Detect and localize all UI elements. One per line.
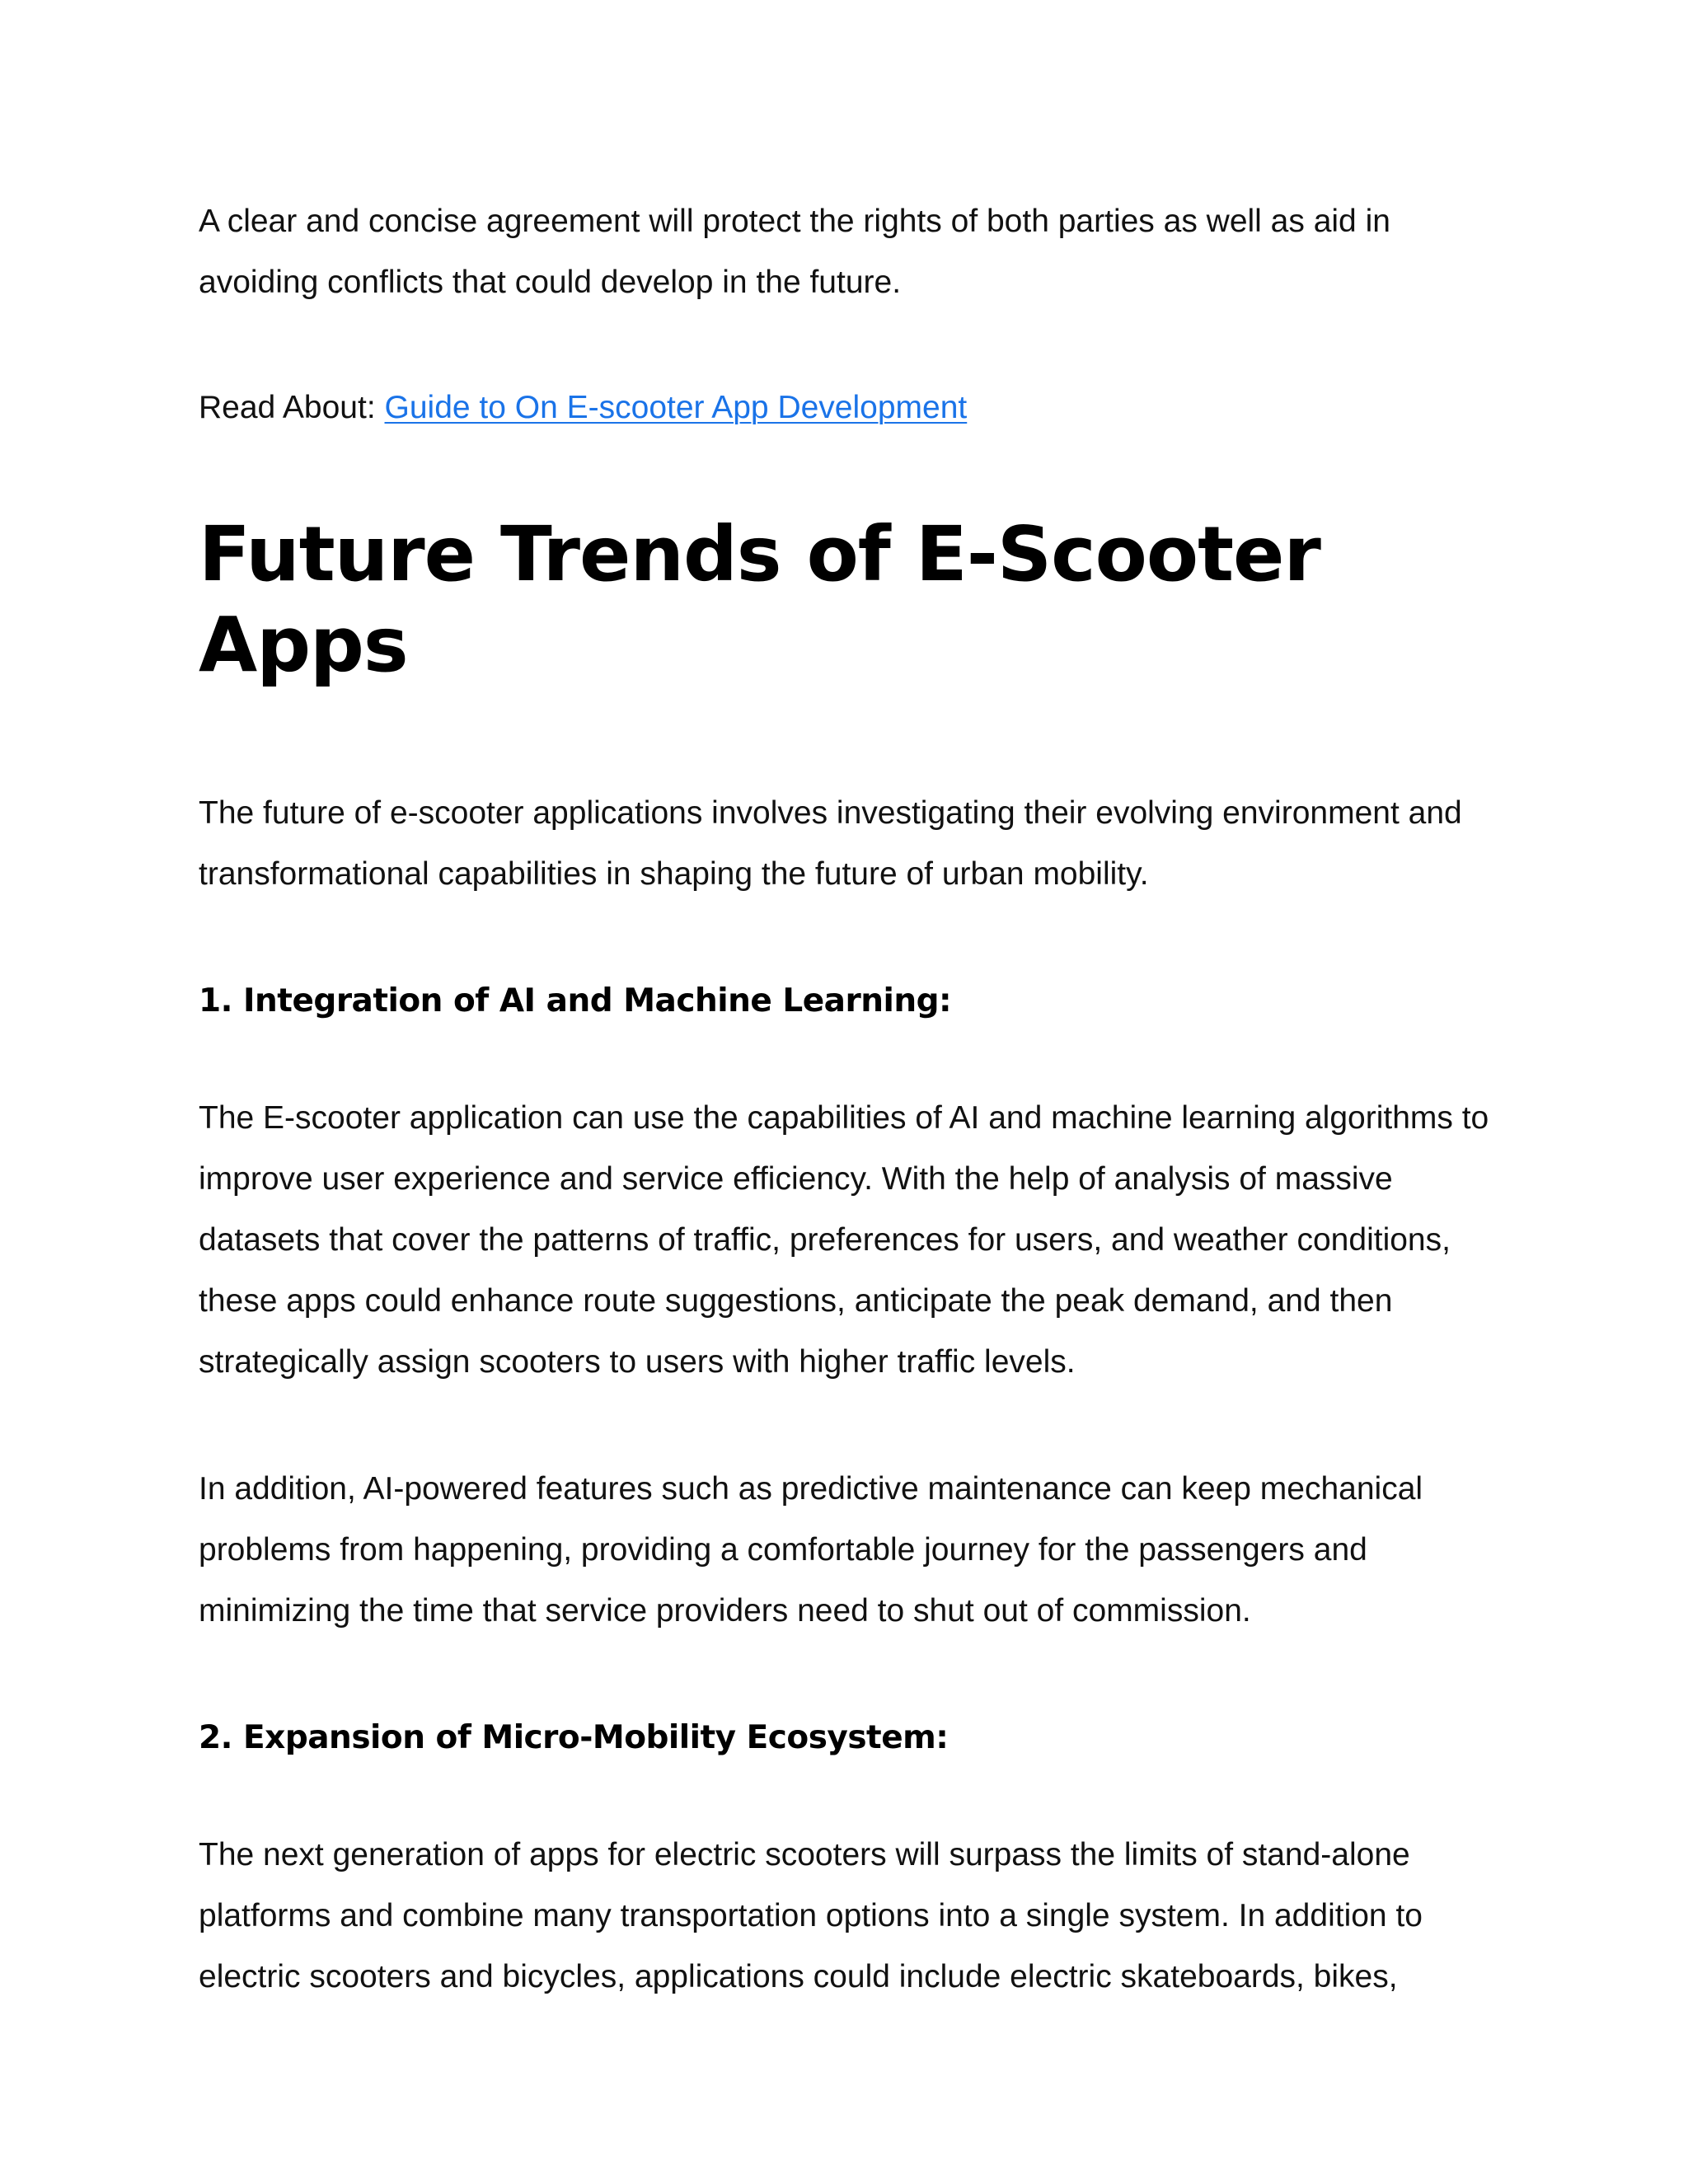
read-about-line	[199, 377, 1501, 438]
section-2-paragraph-1: The next generation of apps for electric scooters will surpass the limits of stand-alone platforms and combine many transportation options into a single system. In addition to electric scooters and bicycles, applications could include electric skateboards, bikes,	[199, 1837, 1423, 1994]
future-paragraph: The future of e-scooter applications involves investigating their evolving environment and transformational capabilities in shaping the future of urban mobility.	[199, 795, 1462, 892]
section-2-heading: 2. Expansion of Micro-Mobility Ecosystem:	[199, 1719, 949, 1756]
section-1-heading: 1. Integration of AI and Machine Learning:	[199, 982, 952, 1019]
read-about-prefix: Read About:	[199, 390, 385, 425]
page-title: Future Trends of E-Scooter Apps	[199, 510, 1320, 689]
document-content	[199, 191, 1501, 2008]
guide-link[interactable]: Guide to On E-scooter App Development	[384, 390, 968, 425]
intro-paragraph: A clear and concise agreement will protect the rights of both parties as well as aid in avoiding conflicts that could develop in the future.	[199, 204, 1390, 300]
section-1-paragraph-2: In addition, AI-powered features such as predictive maintenance can keep mechanical problems from happening, providing a comfortable journey for the passengers and minimizing the time that service providers need to shut out of commission.	[199, 1471, 1423, 1629]
section-1-paragraph-1: The E-scooter application can use the capabilities of AI and machine learning algorithms to improve user experience and service efficiency. With the help of analysis of massive datasets that cover the patterns of traffic, preferences for users, and weather conditions, these apps could enhance route suggestions, anticipate the peak demand, and then strategically assign scooters to users with higher traffic levels.	[199, 1100, 1489, 1380]
